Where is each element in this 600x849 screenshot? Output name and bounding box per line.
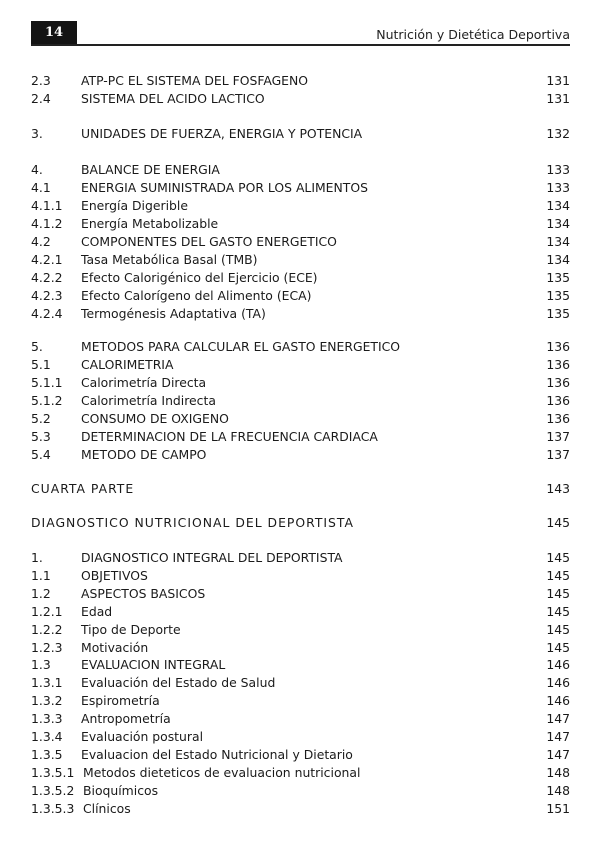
toc-entry-title: Evaluacion del Estado Nutricional y Dietario [81, 747, 353, 762]
toc-entry-number: 3. [31, 126, 43, 141]
toc-entry [31, 621, 570, 639]
toc-entry-page: 137 [546, 429, 570, 444]
toc-entry [31, 251, 570, 269]
toc-entry [31, 585, 570, 603]
toc-entry-page: 134 [546, 252, 570, 267]
toc-entry [31, 603, 570, 621]
toc-entry [31, 549, 570, 567]
toc-entry [31, 72, 570, 90]
toc-entry [31, 233, 570, 251]
toc-entry-title: UNIDADES DE FUERZA, ENERGIA Y POTENCIA [81, 126, 363, 141]
toc-entry [31, 656, 570, 674]
toc-entry-title: Energía Metabolizable [81, 216, 219, 231]
toc-entry-number: 4. [31, 162, 43, 177]
toc-entry-title: Calorimetría Directa [81, 375, 207, 390]
toc-entry-page: 135 [546, 270, 570, 285]
toc-entry-number: 5.4 [31, 447, 51, 462]
toc-entry-page: 145 [546, 640, 570, 655]
toc-entry [31, 746, 570, 764]
toc-entry [31, 428, 570, 446]
toc-entry-number: 1.3.5 [31, 747, 63, 762]
toc-entry-number: 4.2 [31, 234, 51, 249]
toc-entry-title: Evaluación del Estado de Salud [81, 675, 276, 690]
toc-entry-page: 145 [546, 604, 570, 619]
header-rule [31, 44, 570, 46]
toc-entry [31, 161, 570, 179]
toc-entry-page: 148 [546, 783, 570, 798]
toc-entry-number: 4.1.1 [31, 198, 63, 213]
toc-entry-page: 133 [546, 162, 570, 177]
toc-entry-number: 1.3.1 [31, 675, 63, 690]
toc-entry-page: 136 [546, 411, 570, 426]
toc-entry [31, 392, 570, 410]
toc-entry [31, 338, 570, 356]
toc-entry-number: 1. [31, 550, 43, 565]
toc-entry-title: OBJETIVOS [81, 568, 148, 583]
toc-entry [31, 90, 570, 108]
toc-entry-title: METODO DE CAMPO [81, 447, 207, 462]
toc-entry-page: 137 [546, 447, 570, 462]
toc-entry-title: Antropometría [81, 711, 171, 726]
toc-entry [31, 179, 570, 197]
toc-entry-title: Tipo de Deporte [81, 622, 181, 637]
toc-entry-number: 2.4 [31, 91, 51, 106]
toc-entry-title: BALANCE DE ENERGIA [81, 162, 220, 177]
toc-entry-number: 1.3.2 [31, 693, 63, 708]
toc-entry-number: 1.2.2 [31, 622, 63, 637]
toc-entry-page: 145 [546, 622, 570, 637]
toc-entry-title: EVALUACION INTEGRAL [81, 657, 226, 672]
toc-entry-number: 5.2 [31, 411, 51, 426]
toc-entry-number: 1.3.5.3 [31, 801, 75, 816]
toc-entry-number: 4.2.2 [31, 270, 63, 285]
toc-entry-title: Bioquímicos [83, 783, 159, 798]
toc-entry-title: DIAGNOSTICO NUTRICIONAL DEL DEPORTISTA [31, 515, 355, 530]
toc-entry-title: SISTEMA DEL ACIDO LACTICO [81, 91, 265, 106]
toc-entry [31, 800, 570, 818]
toc-entry [31, 480, 570, 498]
toc-entry-number: 1.3.5.2 [31, 783, 75, 798]
toc-entry-number: 4.2.1 [31, 252, 63, 267]
toc-entry [31, 782, 570, 800]
toc-entry [31, 446, 570, 464]
toc-entry-title: METODOS PARA CALCULAR EL GASTO ENERGETICO [81, 339, 401, 354]
toc-entry-page: 145 [546, 586, 570, 601]
toc-entry-title: Edad [81, 604, 113, 619]
toc-entry-page: 132 [546, 126, 570, 141]
toc-entry-page: 136 [546, 339, 570, 354]
toc-entry-title: Evaluación postural [81, 729, 204, 744]
toc-entry [31, 305, 570, 323]
toc-entry-page: 134 [546, 198, 570, 213]
toc-entry-page: 135 [546, 306, 570, 321]
toc-entry-title: Efecto Calorígeno del Alimento (ECA) [81, 288, 312, 303]
toc-entry-number: 5.1.1 [31, 375, 63, 390]
toc-entry [31, 728, 570, 746]
toc-entry-page: 143 [546, 481, 570, 496]
toc-entry-number: 1.2 [31, 586, 51, 601]
toc-entry-number: 1.3.5.1 [31, 765, 75, 780]
toc-entry-number: 4.1.2 [31, 216, 63, 231]
toc-entry-number: 5.1 [31, 357, 51, 372]
toc-entry-page: 131 [546, 73, 570, 88]
toc-entry-page: 147 [546, 747, 570, 762]
toc-entry-page: 147 [546, 729, 570, 744]
toc-entry-number: 1.3.4 [31, 729, 63, 744]
toc-entry [31, 356, 570, 374]
toc-entry-number: 4.2.4 [31, 306, 63, 321]
toc-entry [31, 374, 570, 392]
toc-entry-number: 1.2.3 [31, 640, 63, 655]
toc-entry-title: ASPECTOS BASICOS [81, 586, 206, 601]
toc-entry [31, 692, 570, 710]
toc-entry-number: 2.3 [31, 73, 51, 88]
toc-entry-number: 5.1.2 [31, 393, 63, 408]
toc-entry-page: 134 [546, 234, 570, 249]
toc-entry-page: 131 [546, 91, 570, 106]
running-title: Nutrición y Dietética Deportiva [376, 27, 570, 42]
toc-entry-title: CONSUMO DE OXIGENO [81, 411, 229, 426]
toc-entry-page: 145 [546, 568, 570, 583]
toc-entry [31, 269, 570, 287]
toc-entry-page: 145 [546, 515, 570, 530]
toc-entry-title: Energía Digerible [81, 198, 188, 213]
page-number: 14 [31, 21, 77, 44]
toc-entry [31, 125, 570, 143]
toc-entry [31, 410, 570, 428]
toc-entry-title: Tasa Metabólica Basal (TMB) [81, 252, 258, 267]
toc-entry-title: Calorimetría Indirecta [81, 393, 216, 408]
toc-entry-number: 5. [31, 339, 43, 354]
toc-entry-number: 1.3 [31, 657, 51, 672]
toc-entry-number: 1.1 [31, 568, 51, 583]
toc-entry-title: ENERGIA SUMINISTRADA POR LOS ALIMENTOS [81, 180, 368, 195]
toc-entry-page: 145 [546, 550, 570, 565]
toc-entry-page: 136 [546, 357, 570, 372]
toc-entry-title: Metodos dieteticos de evaluacion nutricional [83, 765, 361, 780]
toc-entry [31, 567, 570, 585]
toc-entry-title: Espirometría [81, 693, 160, 708]
toc-entry [31, 764, 570, 782]
toc-entry-title: CUARTA PARTE [31, 481, 135, 496]
toc-entry-page: 135 [546, 288, 570, 303]
toc-entry-number: 1.3.3 [31, 711, 63, 726]
toc-entry [31, 710, 570, 728]
toc-entry-title: Clínicos [83, 801, 131, 816]
toc-entry [31, 287, 570, 305]
toc-entry-page: 146 [546, 675, 570, 690]
toc-entry-page: 146 [546, 693, 570, 708]
toc-entry [31, 197, 570, 215]
toc-entry-page: 148 [546, 765, 570, 780]
toc-entry-number: 5.3 [31, 429, 51, 444]
toc-entry-title: DETERMINACION DE LA FRECUENCIA CARDIACA [81, 429, 378, 444]
toc-entry-title: COMPONENTES DEL GASTO ENERGETICO [81, 234, 337, 249]
toc-entry-page: 136 [546, 393, 570, 408]
toc-entry-page: 134 [546, 216, 570, 231]
toc-entry-page: 147 [546, 711, 570, 726]
toc-entry [31, 514, 570, 532]
toc-entry-page: 146 [546, 657, 570, 672]
toc-entry-page: 133 [546, 180, 570, 195]
toc-entry-number: 1.2.1 [31, 604, 63, 619]
toc-entry [31, 215, 570, 233]
toc-entry-number: 4.2.3 [31, 288, 63, 303]
toc-entry-title: Efecto Calorigénico del Ejercicio (ECE) [81, 270, 318, 285]
toc-entry-title: ATP-PC EL SISTEMA DEL FOSFAGENO [81, 73, 309, 88]
toc-entry-title: DIAGNOSTICO INTEGRAL DEL DEPORTISTA [81, 550, 343, 565]
toc-entry-page: 151 [546, 801, 570, 816]
toc-entry-title: CALORIMETRIA [81, 357, 174, 372]
toc-entry [31, 674, 570, 692]
toc-entry [31, 639, 570, 657]
toc-entry-page: 136 [546, 375, 570, 390]
toc-entry-number: 4.1 [31, 180, 51, 195]
toc-entry-title: Termogénesis Adaptativa (TA) [81, 306, 266, 321]
toc-entry-title: Motivación [81, 640, 149, 655]
